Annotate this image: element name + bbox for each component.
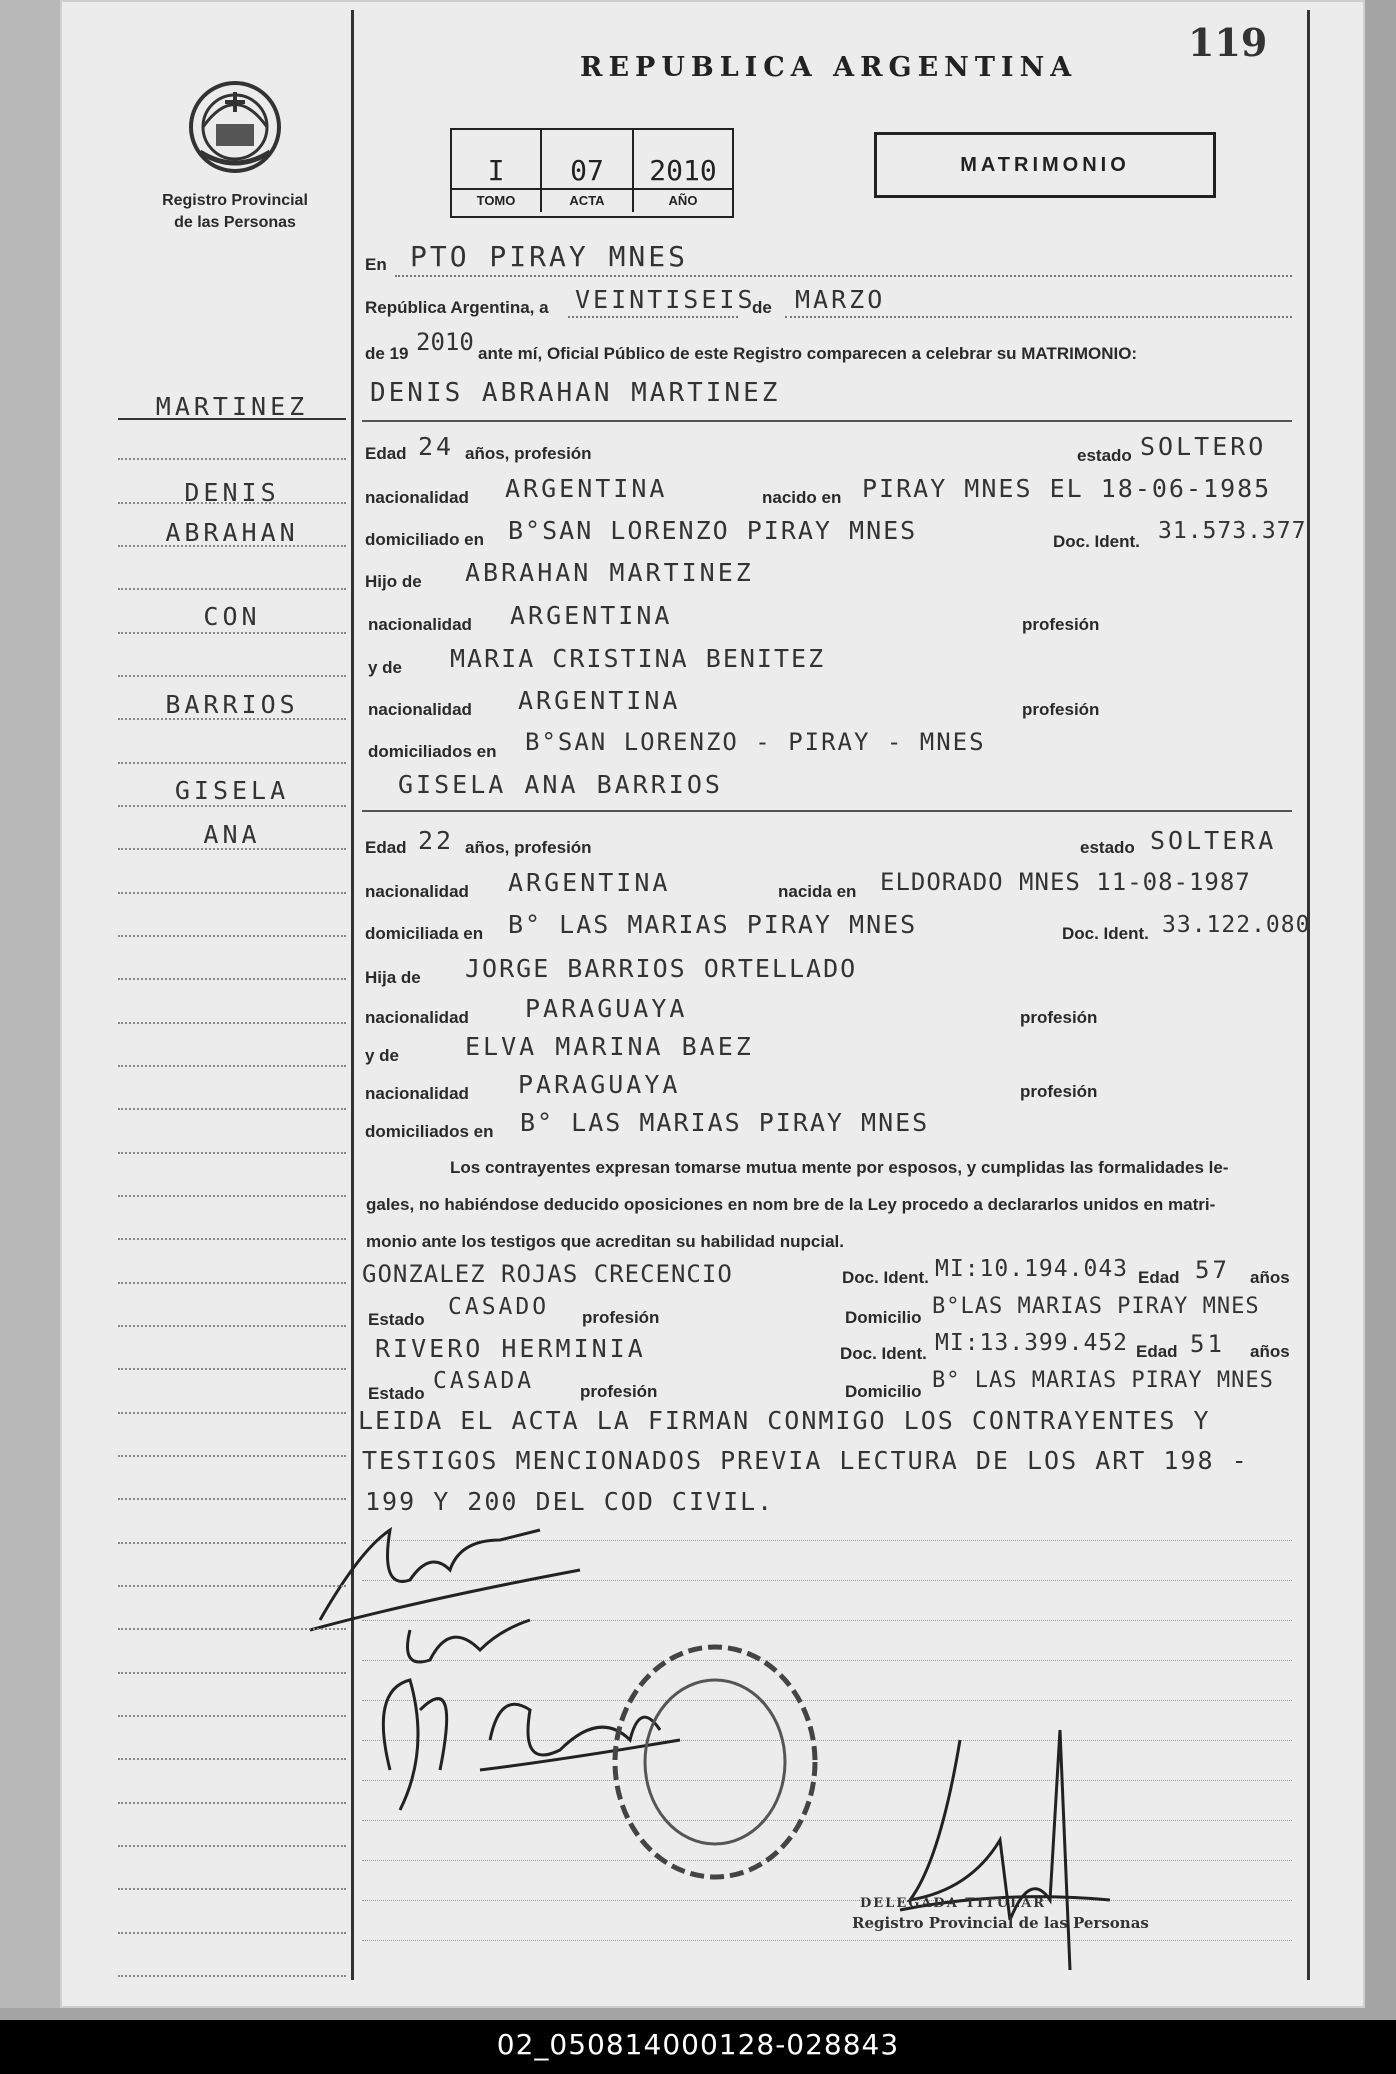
bride-edad-label: Edad [365,838,407,857]
bride-nationality: ARGENTINA [508,868,671,897]
body-rule [362,1940,1292,1941]
witness1-name: GONZALEZ ROJAS CRECENCIO [362,1260,733,1288]
witness1-address: B°LAS MARIAS PIRAY MNES [932,1294,1260,1319]
margin-rule [118,1368,346,1370]
witness1-anos-label: años [1250,1268,1290,1287]
bride-domiciliada-label: domiciliada en [365,924,484,943]
bride-mother-nac-label: nacionalidad [365,1084,469,1103]
margin-rule [118,1845,346,1847]
bride-parents-address: B° LAS MARIAS PIRAY MNES [520,1108,930,1137]
witness2-age: 51 [1190,1330,1225,1358]
margin-rule [118,1498,346,1500]
margin-rule [118,1412,346,1414]
margin-rule [118,935,346,937]
margin-rule [118,892,346,894]
margin-rule [118,1325,346,1327]
bride-section-rule [362,810,1292,812]
bride-father: JORGE BARRIOS ORTELLADO [465,954,858,983]
official-title: DELEGADA TITULAR [860,1896,1047,1911]
margin-rule [118,805,346,807]
margin-rule [118,1715,346,1717]
margin-rule [118,632,346,634]
ano-label: AÑO [634,188,732,212]
body-rule [362,1900,1292,1901]
witness2-anos-label: años [1250,1342,1290,1361]
day-value: VEINTISEIS [575,285,756,314]
margin-surname-bride: BARRIOS [165,690,299,719]
margin-rule [118,1065,346,1067]
margin-rule [118,1888,346,1890]
closing-line3: 199 Y 200 DEL COD CIVIL. [365,1487,775,1516]
bride-doc-label: Doc. Ident. [1062,924,1149,943]
ano-value: 2010 [649,154,717,187]
margin-given-bride-1: GISELA [174,776,290,805]
margin-rule [118,588,346,590]
margin-rule [118,458,346,460]
margin-given-groom-2: ABRAHAN [165,518,299,547]
margin-rule [118,1975,346,1977]
groom-anos-profesion-label: años, profesión [465,444,592,463]
groom-estado-label: estado [1077,446,1132,465]
groom-father-prof-label: profesión [1022,615,1100,634]
margin-rule [118,1282,346,1284]
margin-rule [118,502,346,504]
margin-rule [118,848,346,850]
groom-address: B°SAN LORENZO PIRAY MNES [508,516,918,545]
margin-rule [118,1022,346,1024]
bride-status: SOLTERA [1150,826,1277,855]
declaration-line2: gales, no habiéndose deducido oposiciones en nom bre de la Ley procedo a declararlos unidos en matri- [366,1195,1216,1214]
margin-rule [118,1195,346,1197]
groom-section-rule [362,420,1292,422]
groom-nacido-label: nacido en [762,488,842,507]
bride-nacida-label: nacida en [778,882,857,901]
record-type-label: MATRIMONIO [960,154,1130,176]
place-line [395,275,1292,277]
official-signature [880,1720,1140,1980]
groom-birth: PIRAY MNES EL 18-06-1985 [862,474,1272,503]
margin-con: CON [203,602,261,631]
margin-given-bride-2: ANA [203,820,261,849]
en-label: En [365,255,387,274]
tomo-value: I [487,154,505,187]
page-number: 119 [1188,20,1268,65]
tomo-cell [452,130,542,212]
registry-seal-logo [180,72,290,182]
ano-cell [634,130,732,212]
witness2-prof-label: profesión [580,1382,658,1401]
groom-mother: MARIA CRISTINA BENITEZ [450,644,826,673]
groom-mother-prof-label: profesión [1022,700,1100,719]
witness1-doc-label: Doc. Ident. [842,1268,929,1287]
republica-label: República Argentina, a [365,298,549,317]
margin-rule [118,1758,346,1760]
groom-father-nationality: ARGENTINA [510,601,673,630]
registry-name-line2: de las Personas [174,214,296,231]
bride-age: 22 [418,826,455,855]
groom-nationality: ARGENTINA [505,474,668,503]
witness2-address: B° LAS MARIAS PIRAY MNES [932,1368,1274,1393]
tomo-label: TOMO [452,188,540,212]
witness1-edad-label: Edad [1138,1268,1180,1287]
witness2-domicilio-label: Domicilio [845,1382,922,1401]
bride-father-prof-label: profesión [1020,1008,1098,1027]
closing-line2: TESTIGOS MENCIONADOS PREVIA LECTURA DE LOS ART 198 - [362,1446,1249,1475]
groom-yde-label: y de [368,658,403,677]
witness1-prof-label: profesión [582,1308,660,1327]
bride-father-nac-label: nacionalidad [365,1008,469,1027]
body-rule [362,1860,1292,1861]
right-margin-line [1307,10,1310,1980]
margin-surname-groom: MARTINEZ [155,392,309,421]
bride-father-nationality: PARAGUAYA [525,994,688,1023]
groom-parents-address: B°SAN LORENZO - PIRAY - MNES [525,728,986,756]
groom-doc: 31.573.377 [1158,518,1307,544]
witness2-status: CASADA [433,1368,535,1394]
bride-mother-prof-label: profesión [1020,1082,1098,1101]
official-seal [605,1640,825,1885]
margin-rule [118,1152,346,1154]
reference-box [450,128,734,218]
de-label: de [752,298,772,317]
groom-nacionalidad-label: nacionalidad [365,488,469,507]
year-value: 2010 [416,328,474,356]
declaration-line3: monio ante los testigos que acreditan su habilidad nupcial. [366,1232,844,1251]
witness2-name: RIVERO HERMINIA [375,1334,646,1363]
margin-rule [118,1108,346,1110]
bride-estado-label: estado [1080,838,1135,857]
acta-value: 07 [570,154,604,187]
witness1-status: CASADO [448,1294,550,1320]
groom-doc-label: Doc. Ident. [1053,532,1140,551]
margin-rule [118,978,346,980]
groom-mother-nationality: ARGENTINA [518,686,681,715]
place-value: PTO PIRAY MNES [410,240,689,273]
margin-given-groom-1: DENIS [184,478,280,507]
country-heading: REPUBLICA ARGENTINA [580,52,1078,83]
day-line [568,316,738,318]
groom-status: SOLTERO [1140,432,1267,461]
groom-full-name: DENIS ABRAHAN MARTINEZ [370,378,781,408]
margin-rule [118,675,346,677]
groom-father: ABRAHAN MARTINEZ [465,558,754,587]
margin-rule [118,1585,346,1587]
scan-id-label: 02_050814000128-028843 [496,2028,900,2061]
record-type-box [874,132,1216,198]
bride-yde-label: y de [365,1046,400,1065]
bride-anos-profesion-label: años, profesión [465,838,592,857]
registry-name-line1: Registro Provincial [162,192,308,209]
margin-rule [118,1542,346,1544]
bride-doc: 33.122.080 [1162,912,1311,938]
margin-rule [118,1238,346,1240]
groom-parents-dom-label: domiciliados en [368,742,497,761]
witness2-estado-label: Estado [368,1384,425,1403]
groom-domiciliado-label: domiciliado en [365,530,485,549]
witness2-edad-label: Edad [1136,1342,1178,1361]
official-office: Registro Provincial de las Personas [852,1914,1149,1932]
witness1-doc: MI:10.194.043 [935,1256,1129,1282]
groom-edad-label: Edad [365,444,407,463]
month-line [785,316,1292,318]
bride-parents-dom-label: domiciliados en [365,1122,494,1141]
groom-father-nac-label: nacionalidad [368,615,472,634]
bride-birth: ELDORADO MNES 11-08-1987 [880,868,1251,896]
ante-text: ante mí, Oficial Público de este Registro comparecen a celebrar su MATRIMONIO: [478,344,1138,363]
margin-rule [118,1628,346,1630]
month-value: MARZO [795,285,886,314]
bride-mother-nationality: PARAGUAYA [518,1070,681,1099]
margin-rule [118,1802,346,1804]
witness1-estado-label: Estado [368,1310,425,1329]
declaration-line1: Los contrayentes expresan tomarse mutua mente por esposos, y cumplidas las formalidades le- [450,1158,1229,1177]
acta-label: ACTA [542,188,632,212]
margin-rule [118,418,346,420]
bride-full-name: GISELA ANA BARRIOS [398,770,723,799]
witness2-doc-label: Doc. Ident. [840,1344,927,1363]
groom-hijo-label: Hijo de [365,572,422,591]
acta-cell [542,130,634,212]
bride-mother: ELVA MARINA BAEZ [465,1032,754,1061]
closing-line1: LEIDA EL ACTA LA FIRMAN CONMIGO LOS CONTRAYENTES Y [358,1406,1211,1435]
margin-rule [118,762,346,764]
witness2-doc: MI:13.399.452 [935,1330,1129,1356]
margin-rule [118,1455,346,1457]
bride-address: B° LAS MARIAS PIRAY MNES [508,910,918,939]
witness1-domicilio-label: Domicilio [845,1308,922,1327]
margin-rule [118,718,346,720]
bride-nacionalidad-label: nacionalidad [365,882,469,901]
book-binding [0,0,60,2008]
witness1-age: 57 [1195,1256,1230,1284]
margin-rule [118,545,346,547]
bride-hija-label: Hija de [365,968,421,987]
margin-rule [118,1672,346,1674]
de19-label: de 19 [365,344,409,363]
margin-rule [118,1932,346,1934]
groom-mother-nac-label: nacionalidad [368,700,472,719]
groom-age: 24 [418,432,455,461]
